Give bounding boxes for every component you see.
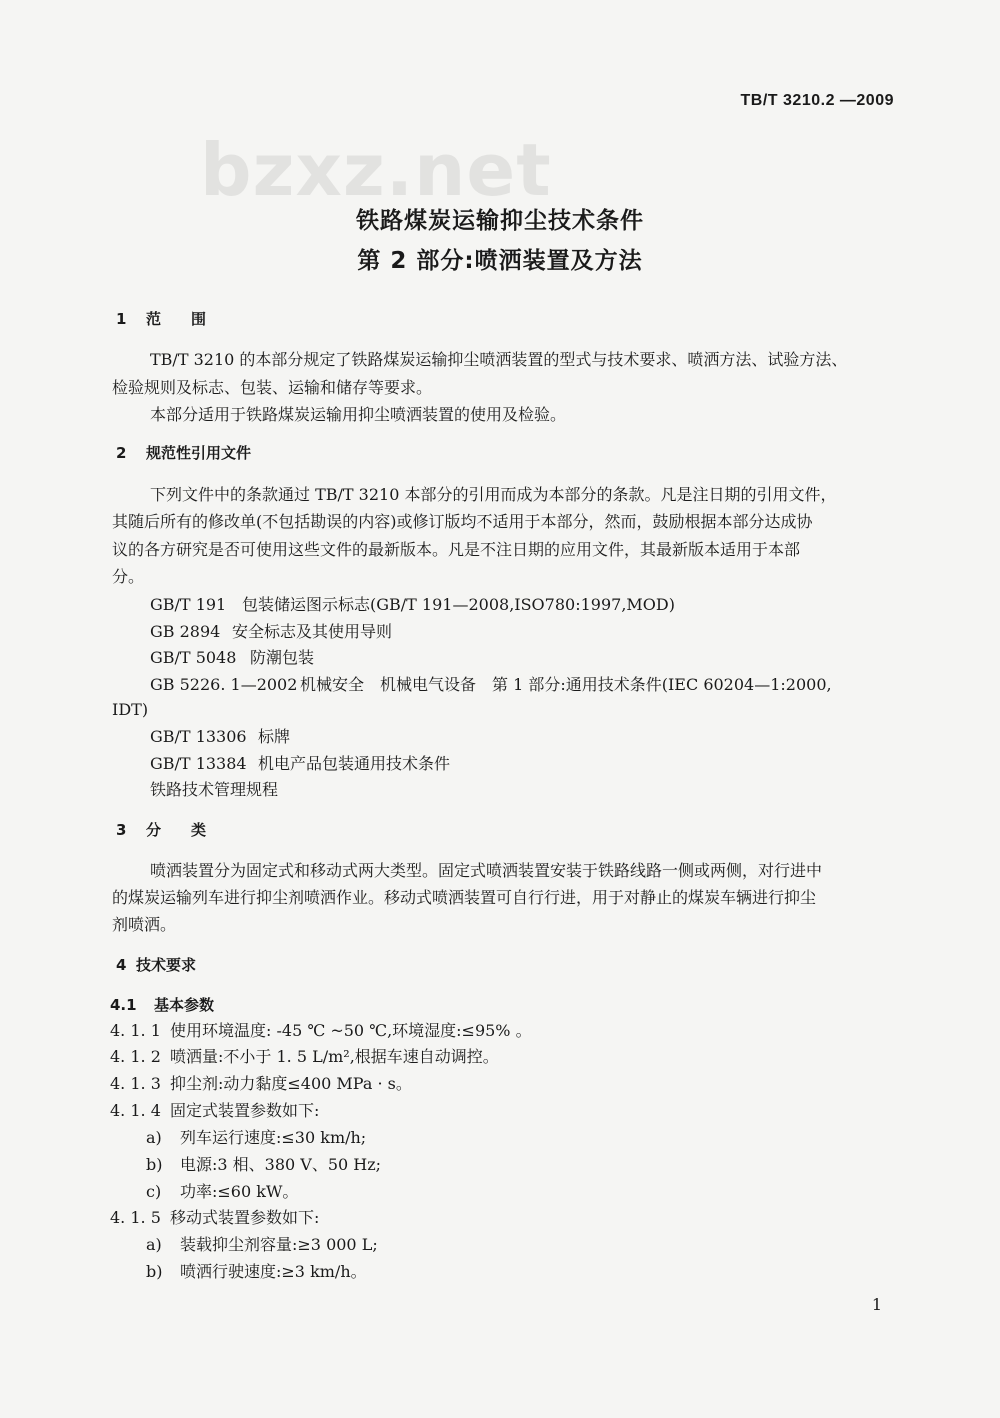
list-marker: b): [146, 1155, 163, 1174]
ref-item: [150, 595, 1000, 615]
page-number: 1: [871, 1295, 882, 1314]
list-marker: a): [146, 1128, 162, 1147]
ref-item: [150, 648, 1000, 668]
s2-para-line3: 议的各方研究是否可使用这些文件的最新版本。凡是不注日期的应用文件，其最新版本适用于本部: [112, 540, 801, 559]
ref-code: GB 2894: [150, 622, 221, 641]
clause-text: 抑尘剂:动力黏度≤400 MPa · s。: [170, 1074, 412, 1093]
s2-para-line2: 其随后所有的修改单(不包括勘误的内容)或修订版均不适用于本部分，然而，鼓励根据本部分达成协: [112, 512, 813, 531]
list-text: 功率:≤60 kW。: [180, 1182, 299, 1201]
ref-title-continued: IDT): [112, 700, 149, 719]
section-1-title: 范 围: [146, 310, 207, 328]
section-2-number: 2: [116, 444, 127, 462]
ref-item: [150, 622, 1000, 642]
clause-text: 固定式装置参数如下:: [170, 1101, 320, 1120]
s3-para-line2: 的煤炭运输列车进行抑尘剂喷洒作业。移动式喷洒装置可自行行进，用于对静止的煤炭车辆进行抑尘: [112, 888, 817, 907]
s3-para-line1: 喷洒装置分为固定式和移动式两大类型。固定式喷洒装置安装于铁路线路一侧或两侧，对行进中: [150, 861, 823, 880]
list-text: 喷洒行驶速度:≥3 km/h。: [180, 1262, 367, 1281]
clause-title: 基本参数: [154, 996, 215, 1014]
ref-code: GB/T 191: [150, 595, 227, 614]
clause-text: 喷洒量:不小于 1. 5 L/m²,根据车速自动调控。: [170, 1047, 499, 1066]
list-text: 列车运行速度:≤30 km/h;: [180, 1128, 367, 1147]
section-4-number: 4: [116, 956, 127, 974]
watermark: bzxz.net: [200, 128, 552, 212]
list-marker: a): [146, 1235, 162, 1254]
clause-number: 4.1: [110, 996, 137, 1014]
section-3-title: 分 类: [146, 821, 207, 839]
ref-code: GB/T 5048: [150, 648, 237, 667]
ref-title: 机械安全 机械电气设备 第 1 部分:通用技术条件(IEC 60204—1:2000,: [300, 675, 832, 694]
clause-number: 4. 1. 3: [110, 1074, 161, 1093]
list-marker: c): [146, 1182, 162, 1201]
clause-number: 4. 1. 5: [110, 1208, 161, 1227]
ref-item: [150, 754, 1000, 774]
doc-subtitle: 第 2 部分:喷洒装置及方法: [357, 248, 643, 274]
s2-para-line4: 分。: [112, 567, 145, 586]
ref-title: 安全标志及其使用导则: [232, 622, 393, 641]
list-marker: b): [146, 1262, 163, 1281]
list-text: 装载抑尘剂容量:≥3 000 L;: [180, 1235, 378, 1254]
s1-para1-line2: 检验规则及标志、包装、运输和储存等要求。: [112, 378, 433, 397]
standard-number: TB/T 3210.2 —2009: [740, 92, 894, 109]
ref-title: 包装储运图示标志(GB/T 191—2008,ISO780:1997,MOD): [242, 595, 675, 614]
clause-number: 4. 1. 4: [110, 1101, 161, 1120]
section-4-title: 技术要求: [136, 956, 197, 974]
section-1-number: 1: [116, 310, 127, 328]
ref-code: GB/T 13306: [150, 727, 247, 746]
ref-title: 防潮包装: [250, 648, 315, 667]
clause-text: 移动式装置参数如下:: [170, 1208, 320, 1227]
clause-number: 4. 1. 1: [110, 1021, 161, 1040]
ref-item: [150, 780, 1000, 800]
section-3-number: 3: [116, 821, 127, 839]
ref-title: 标牌: [258, 727, 291, 746]
ref-code: GB 5226. 1—2002: [150, 675, 298, 694]
clause-number: 4. 1. 2: [110, 1047, 161, 1066]
ref-item: [150, 675, 1000, 695]
clause-text: 使用环境温度: -45 ℃ ~50 ℃,环境湿度:≤95% 。: [170, 1021, 532, 1040]
s1-para2: 本部分适用于铁路煤炭运输用抑尘喷洒装置的使用及检验。: [150, 405, 567, 424]
section-2-title: 规范性引用文件: [146, 444, 252, 462]
ref-title: 铁路技术管理规程: [150, 780, 279, 799]
s2-para-line1: 下列文件中的条款通过 TB/T 3210 本部分的引用而成为本部分的条款。凡是注日期的引用文件，: [150, 485, 837, 504]
list-text: 电源:3 相、380 V、50 Hz;: [180, 1155, 382, 1174]
s1-para1-line1: TB/T 3210 的本部分规定了铁路煤炭运输抑尘喷洒装置的型式与技术要求、喷洒方法、试验方法、: [150, 350, 848, 369]
ref-title: 机电产品包装通用技术条件: [258, 754, 451, 773]
doc-title: 铁路煤炭运输抑尘技术条件: [356, 208, 644, 234]
s3-para-line3: 剂喷洒。: [112, 915, 177, 934]
ref-code: GB/T 13384: [150, 754, 247, 773]
ref-item: [150, 727, 1000, 747]
